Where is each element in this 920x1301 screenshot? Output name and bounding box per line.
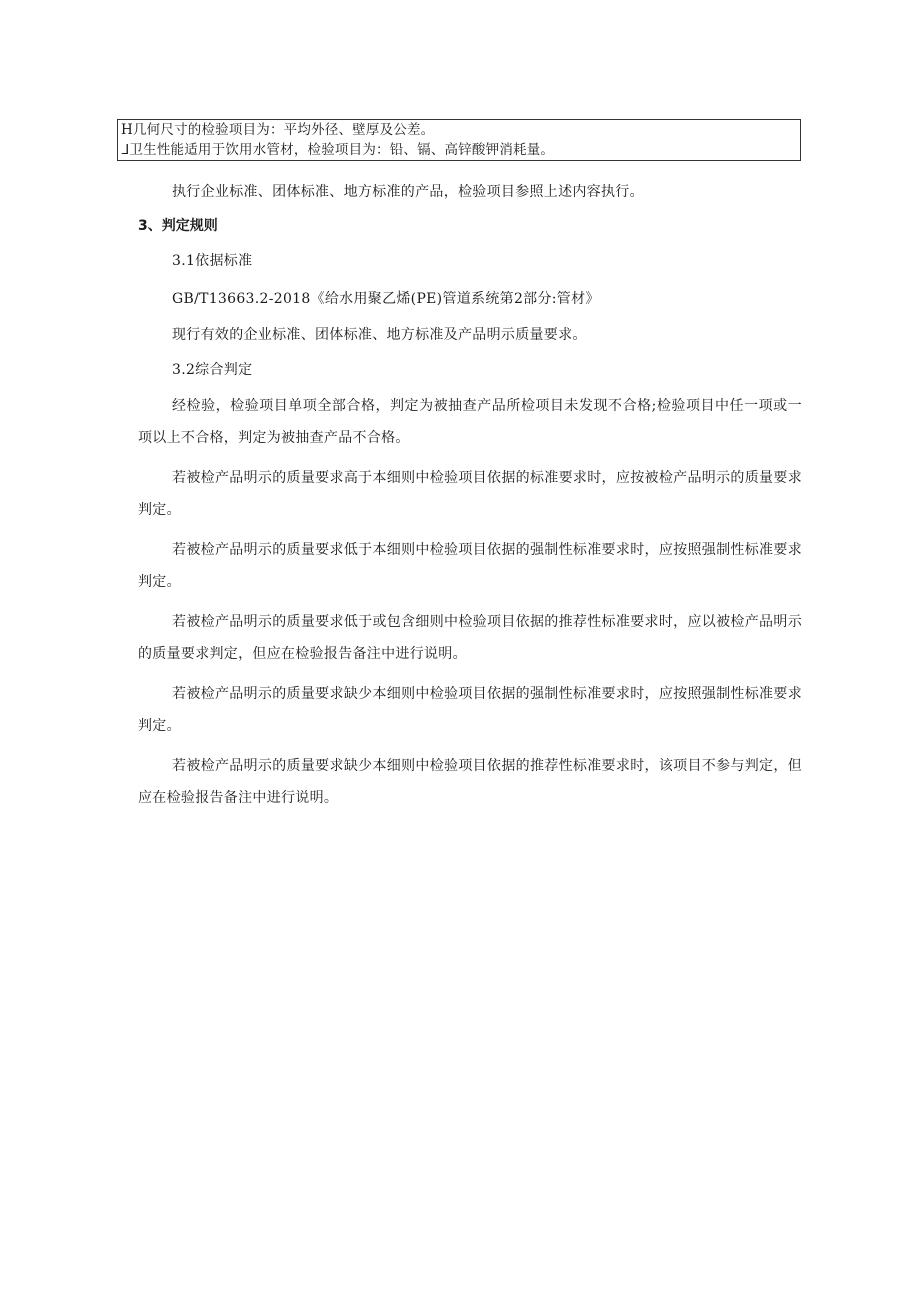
note-dimensions: H几何尺寸的检验项目为：平均外径、壁厚及公差。: [121, 122, 435, 138]
rule-paragraph: 若被检产品明示的质量要求缺少本细则中检验项目依据的强制性标准要求时，应按照强制性标准要求判定。: [138, 686, 802, 734]
standard-reference: GB/T13663.2-2018《给水用聚乙烯(PE)管道系统第2部分:管材》: [172, 291, 600, 307]
standard-other: 现行有效的企业标准、团体标准、地方标准及产品明示质量要求。: [172, 327, 587, 343]
subsection-title-judgement: 3.2综合判定: [172, 362, 253, 378]
rule-paragraph: 若被检产品明示的质量要求低于或包含细则中检验项目依据的推荐性标准要求时，应以被检产品明示的质量要求判定，但应在检验报告备注中进行说明。: [138, 614, 802, 662]
rule-paragraph: 若被检产品明示的质量要求缺少本细则中检验项目依据的推荐性标准要求时，该项目不参与判定，但应在检验报告备注中进行说明。: [138, 758, 802, 806]
section-heading: 3、判定规则: [138, 218, 218, 234]
table-notes-box: [117, 119, 801, 161]
subsection-title-standards: 3.1依据标准: [172, 253, 253, 269]
intro-paragraph: 执行企业标准、团体标准、地方标准的产品，检验项目参照上述内容执行。: [172, 184, 644, 200]
note-hygiene: ᒧ卫生性能适用于饮用水管材，检验项目为：铅、镉、高锌酸钾消耗量。: [121, 142, 555, 158]
rule-paragraph: 若被检产品明示的质量要求低于本细则中检验项目依据的强制性标准要求时，应按照强制性标准要求判定。: [138, 542, 802, 590]
rule-paragraph: 经检验，检验项目单项全部合格，判定为被抽查产品所检项目未发现不合格;检验项目中任一项或一项以上不合格，判定为被抽查产品不合格。: [138, 398, 802, 446]
rule-paragraph: 若被检产品明示的质量要求高于本细则中检验项目依据的标准要求时，应按被检产品明示的质量要求判定。: [138, 470, 802, 518]
